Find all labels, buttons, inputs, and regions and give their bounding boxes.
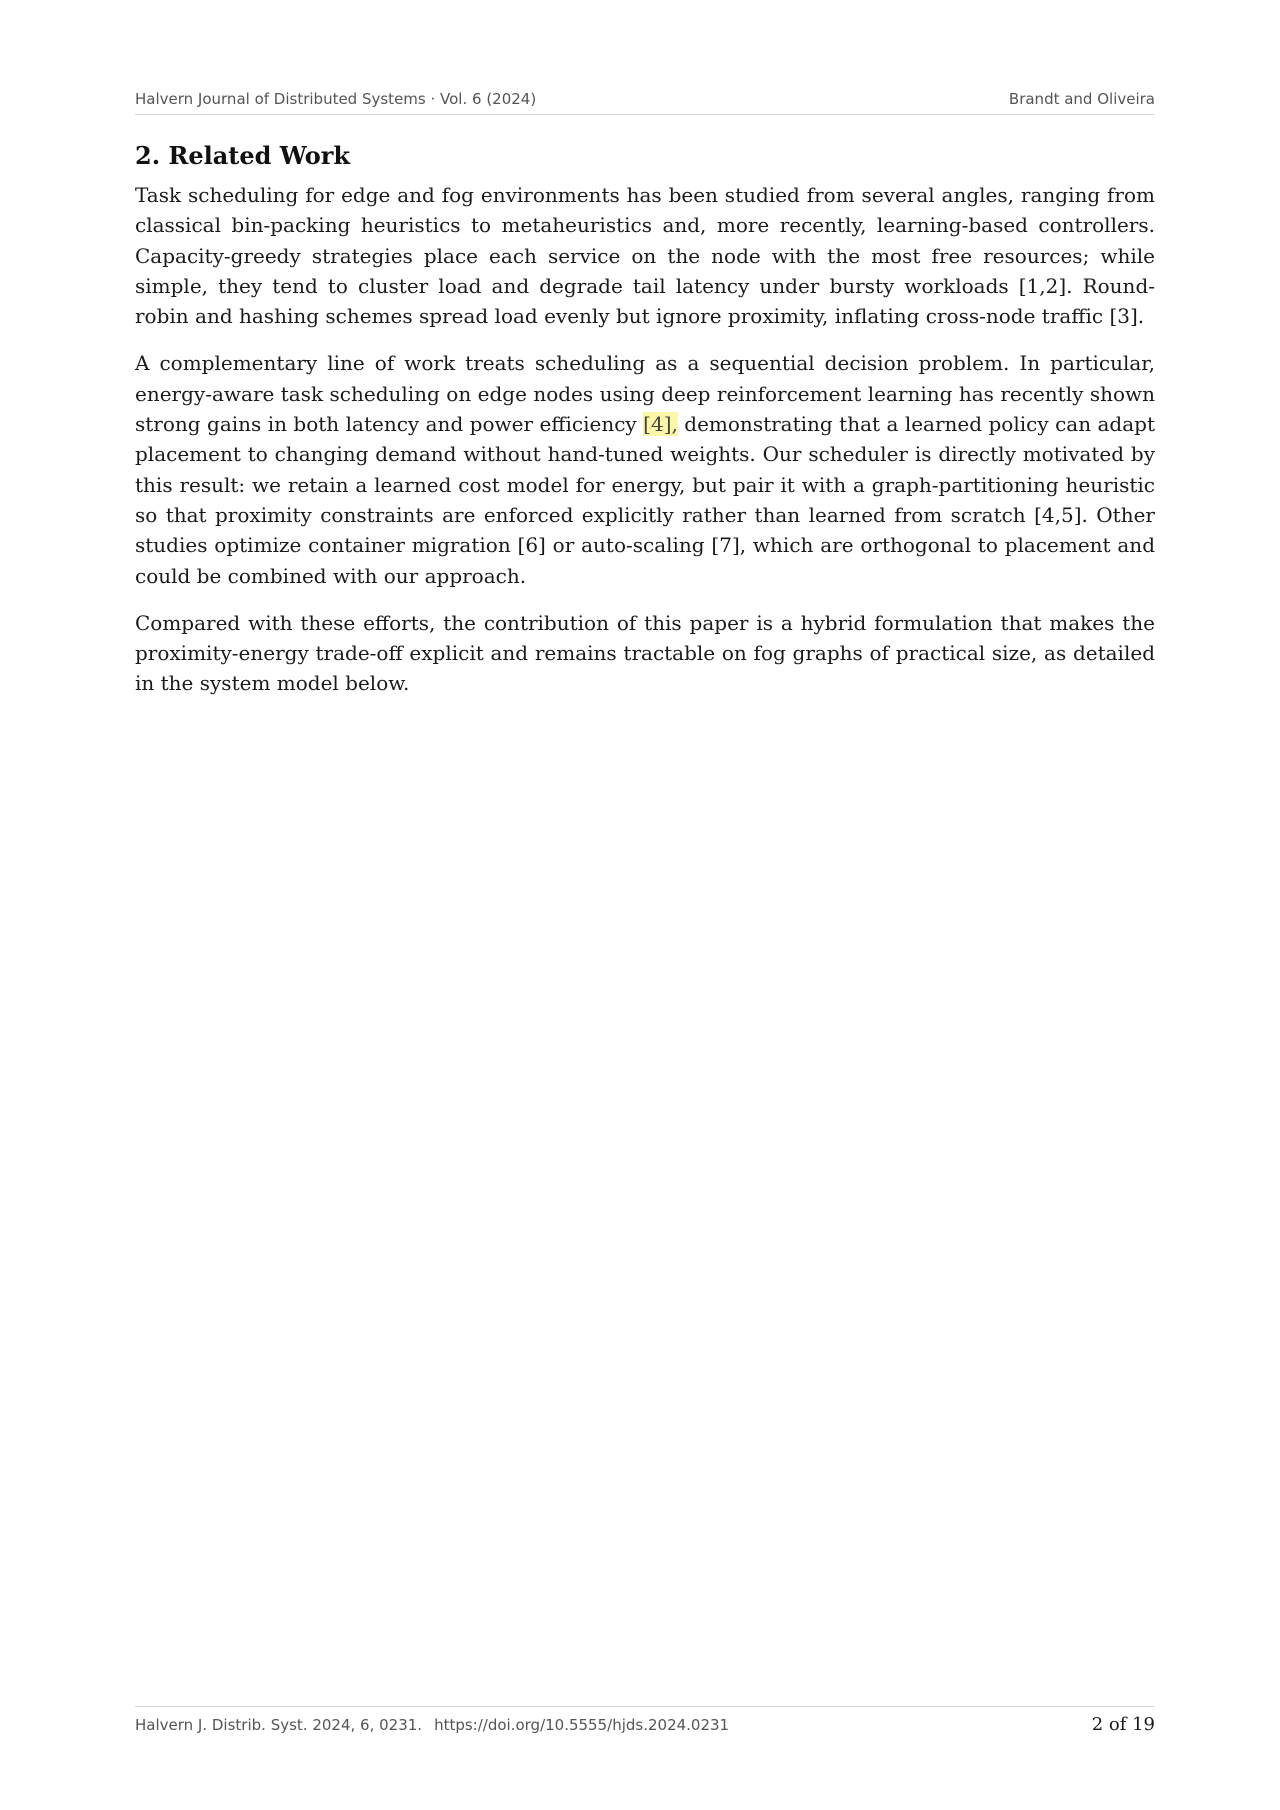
footer-citation (135, 1716, 729, 1734)
paragraph-2-lead: A complementary line of work treats scheduling as a sequential decision problem. In particular, energy-aware task scheduling on edge nodes using deep reinforcement learning has recently shown strong gains in both latency and power efficiency (135, 351, 1155, 437)
running-footer (135, 1706, 1155, 1747)
paragraph-3: Compared with these efforts, the contribution of this paper is a hybrid formulation that makes the proximity-energy trade-off explicit and remains tractable on fog graphs of practical size, as detailed in the system model below. (135, 610, 1155, 696)
paragraph-1: Task scheduling for edge and fog environments has been studied from several angles, ranging from classical bin-packing heuristics to metaheuristics and, more recently, learning-based controllers. Capacity-greedy strategies place each service on the node with the most free resources; while simple, they tend to cluster load and degrade tail latency under bursty workloads [1,2]. Round-robin and hashing schemes spread load evenly but ignore proximity, inflating cross-node traffic [3]. (135, 183, 1155, 329)
journal-title: Halvern Journal of Distributed Systems · Vol. 6 (2024) (135, 90, 537, 108)
doi-link[interactable]: https://doi.org/10.5555/hjds.2024.0231 (434, 1716, 730, 1734)
footer-journal-citation: Halvern J. Distrib. Syst. 2024, 6, 0231. (135, 1716, 423, 1734)
paragraph-2-rest: demonstrating that a learned policy can adapt placement to changing demand without hand-tuned weights. Our scheduler is directly motivated by this result: we retain a learned cost model for energy, but pair it with a graph-partitioning heuristic so that proximity constraints are enforced explicitly rather than learned from scratch [4,5]. Other studies optimize container migration [6] or auto-scaling [7], which are orthogonal to placement and could be combined with our approach. (135, 412, 1155, 588)
page-number: 2 of 19 (1091, 1714, 1155, 1735)
paragraph-2 (135, 348, 1155, 590)
paper-page (135, 0, 1155, 1810)
running-header (135, 88, 1155, 115)
section-heading: 2. Related Work (135, 141, 351, 170)
highlighted-citation[interactable]: [4], (643, 412, 678, 437)
section-body (135, 180, 1155, 716)
author-names: Brandt and Oliveira (1008, 90, 1155, 108)
